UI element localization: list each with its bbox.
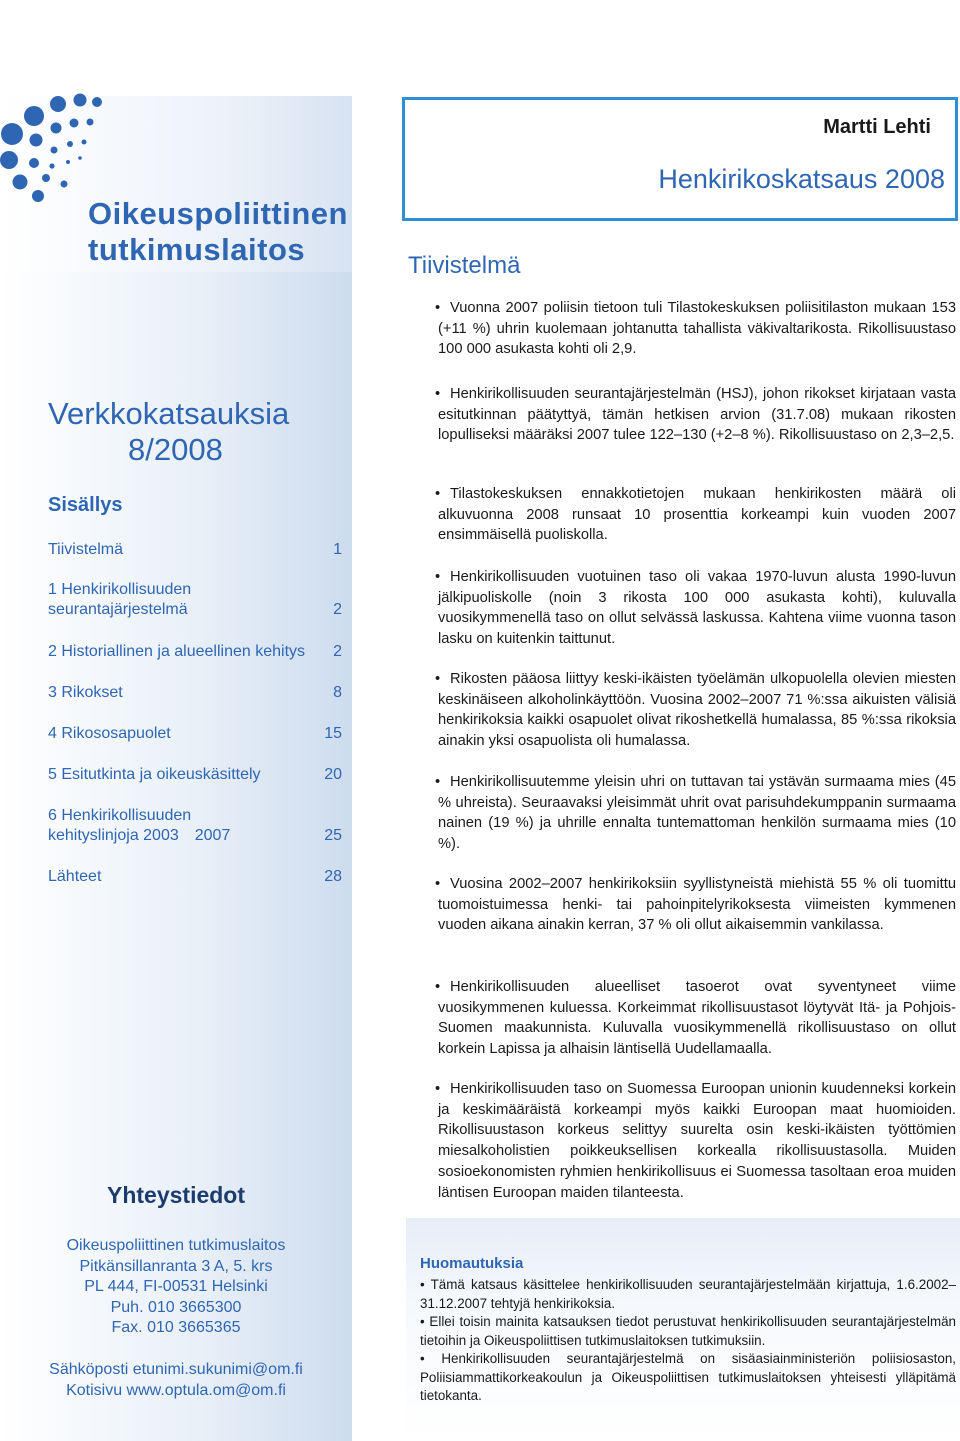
summary-bullet-text: • Henkirikollisuuden seurantajärjestelmän (HSJ), johon rikokset kirjataan vasta esitutkinnan päätyttyä, tämän hetkisen arvion (31.7.08) mukaan rikosten lopulliseksi määräksi 2007 tulee 122–130 (+2–8 %). Rikollisuustaso on 2,3–2,5. — [438, 386, 956, 444]
summary-bullet — [438, 874, 956, 936]
toc-entry[interactable] — [48, 683, 342, 703]
series-title: Verkkokatsauksia — [48, 396, 290, 431]
toc-entry[interactable] — [48, 765, 342, 785]
note-item: • Ellei toisin mainita katsauksen tiedot perustuvat henkirikollisuuden seurantajärjestelmän tietoihin ja Oikeuspoliittisen tutkimuslaitoksen tutkimuksiin. — [420, 1314, 956, 1348]
note-text: Tämä katsaus käsittelee henkirikollisuuden seurantajärjestelmään kirjattuja, 1.6.2002–31.12.2007 tehtyjä henkirikoksia. — [420, 1277, 956, 1311]
summary-bullet-text: • Henkirikollisuuden taso on Suomessa Euroopan unionin kuudenneksi korkein ja keskimääräistä korkeampi myös kaikki Euroopan maat huomioiden. Rikollisuustason korkeus selittyy suurelta osin keski-ikäisten työttömien miesalkoholistien poikkeuksellisen korkealla rikollisuustasolla. Muiden sosioekonomisten ryhmien henkirikollisuus ei Suomessa tasoltaan eroa muiden läntisen Euroopan maiden tilanteesta. — [438, 1081, 956, 1201]
toc-entry-page: 20 — [324, 766, 342, 783]
summary-bullet — [438, 977, 956, 1060]
toc-entry[interactable] — [48, 806, 342, 846]
toc-entry-page: 1 — [333, 541, 342, 558]
toc-entry-page: 15 — [324, 725, 342, 742]
summary-bullet-text: • Henkirikollisuutemme yleisin uhri on tuttavan tai ystävän surmaama mies (45 % uhreista). Seuraavaksi yleisimmät uhrit ovat parisuhdekumppanin surmaama nainen (19 %) ja uhrille ennalta tuntemattoman henkilön surmaama mies (10 %). — [438, 774, 956, 853]
summary-heading: Tiivistelmä — [408, 252, 521, 279]
logo-line-2: tutkimuslaitos — [88, 232, 306, 267]
note-item: • Tämä katsaus käsittelee henkirikollisuuden seurantajärjestelmään kirjattuja, 1.6.2002–31.12.2007 tehtyjä henkirikoksia. — [420, 1277, 956, 1311]
toc-entry-page: 28 — [324, 868, 342, 885]
contact-website[interactable]: Kotisivu www.optula.om@om.fi — [66, 1381, 286, 1399]
toc-entry-page: 2 — [333, 601, 342, 618]
toc-entry[interactable] — [48, 867, 342, 887]
summary-bullet — [438, 484, 956, 546]
toc-entry[interactable] — [48, 724, 342, 744]
author-name: Martti Lehti — [823, 116, 931, 138]
summary-bullet — [438, 669, 956, 752]
series-number: 8/2008 — [128, 432, 223, 467]
summary-bullet — [438, 772, 956, 855]
toc-entry[interactable] — [48, 580, 342, 620]
contact-heading: Yhteystiedot — [106, 1182, 246, 1208]
logo-line-1: Oikeuspoliittinen — [88, 196, 348, 231]
toc-entry-label: 1 Henkirikollisuuden seurantajärjestelmä — [48, 581, 196, 618]
summary-bullet-text: • Henkirikollisuuden alueelliset tasoerot ovat syventyneet viime vuosikymmenen kuluessa. Korkeimmat rikollisuustasot löytyvät Itä- ja Pohjois-Suomen maakunnista. Kuluvalla vuosikymmenellä rikollisuustaso on ollut korkein Lapissa ja alhaisin läntisellä Uudellamaalla. — [438, 979, 956, 1058]
summary-bullet-text: • Vuosina 2002–2007 henkirikoksiin syyllistyneistä miehistä 55 % oli tuomittu tuomoistuimessa henki- tai pahoinpitelyrikoksesta viimeisten kymmenen vuoden aikana ainakin kerran, 37 % oli ollut aikaisemmin vankilassa. — [438, 876, 956, 934]
contact-phone: Puh. 010 3665300 — [110, 1298, 242, 1316]
toc-entry-label: Tiivistelmä — [48, 541, 123, 558]
toc-entry-label: 6 Henkirikollisuuden kehityslinjoja 2003 2007 — [48, 807, 231, 844]
note-item: • Henkirikollisuuden seurantajärjestelmä on sisäasiainministeriön poliisiosaston, Poliisiammattikorkeakoulun ja Oikeuspoliittisen tutkimuslaitoksen yhteisesti ylläpitämä tietokanta. — [420, 1351, 956, 1403]
summary-bullet — [438, 1079, 956, 1203]
toc-entry-page: 8 — [333, 684, 342, 701]
contact-email[interactable]: Sähköposti etunimi.sukunimi@om.fi — [49, 1361, 303, 1378]
report-title: Henkirikoskatsaus 2008 — [658, 164, 945, 194]
contact-online — [0, 1360, 352, 1401]
note-text: Ellei toisin mainita katsauksen tiedot perustuvat henkirikollisuuden seurantajärjestelmän tietoihin ja Oikeuspoliittisen tutkimuslaitoksen tutkimuksiin. — [420, 1314, 956, 1348]
toc-entry-label: 2 Historiallinen ja alueellinen kehitys — [48, 643, 306, 660]
note-text: Henkirikollisuuden seurantajärjestelmä on sisäasiainministeriön poliisiosaston, Poliisiammattikorkeakoulun ja Oikeuspoliittisen tutkimuslaitoksen yhteisesti ylläpitämä tietokanta. — [420, 1351, 956, 1403]
institute-logo-text — [88, 196, 348, 268]
summary-bullet — [438, 384, 956, 446]
summary-bullet-text: • Rikosten pääosa liittyy keski-ikäisten työelämän ulkopuolella olevien miesten keskinäiseen alkoholinkäyttöön. Vuosina 2002–2007 71 %:ssa aikuisten välisiä henkirikoksia kaikki osapuolet olivat rikoshetkellä humalassa, 85 %:ssa rikoksia ainakin yksi osapuolista oli humalassa. — [438, 671, 956, 750]
contact-details — [0, 1236, 352, 1339]
summary-bullet-text: • Henkirikollisuuden vuotuinen taso oli vakaa 1970-luvun alusta 1990-luvun jälkipuoliskolle (noin 3 rikosta 100 000 asukasta kohti), kuluvalla vuosikymmenellä taso on ollut selvässä laskussa. Kahtena viime vuonna tason lasku on kuitenkin taittunut. — [438, 569, 956, 648]
summary-bullet-text: • Vuonna 2007 poliisin tietoon tuli Tilastokeskuksen poliisitilaston mukaan 153 (+11 %) uhrin kuolemaan johtanutta tahallista väkivaltarikosta. Rikollisuustaso 100 000 asukasta kohti oli 2,9. — [438, 300, 956, 358]
toc-entry-label: 5 Esitutkinta ja oikeuskäsittely — [48, 766, 261, 783]
toc-entry[interactable] — [48, 540, 342, 560]
notes-heading: Huomautuksia — [420, 1255, 524, 1272]
summary-bullet — [438, 298, 956, 360]
summary-bullet — [438, 567, 956, 650]
toc-entry[interactable] — [48, 642, 342, 662]
summary-bullet-text: • Tilastokeskuksen ennakkotietojen mukaan henkirikosten määrä oli alkuvuonna 2008 runsaat 10 prosenttia korkeampi kuin vuoden 2007 ensimmäisellä puoliskolla. — [438, 486, 956, 544]
toc-heading: Sisällys — [48, 494, 123, 516]
dotted-circle-logo-icon — [0, 88, 110, 203]
toc-entry-label: Lähteet — [48, 868, 102, 885]
toc-entry-label: 3 Rikokset — [48, 684, 123, 701]
toc-entry-label: 4 Rikososapuolet — [48, 725, 171, 742]
contact-fax: Fax. 010 3665365 — [111, 1319, 241, 1337]
title-box — [402, 97, 958, 221]
contact-org: Oikeuspoliittinen tutkimuslaitos — [66, 1237, 286, 1254]
toc-entry-page: 2 — [333, 643, 342, 660]
toc-entry-page: 25 — [324, 827, 342, 844]
contact-po-box: PL 444, FI-00531 Helsinki — [84, 1278, 268, 1296]
contact-address: Pitkänsillanranta 3 A, 5. krs — [79, 1257, 273, 1275]
